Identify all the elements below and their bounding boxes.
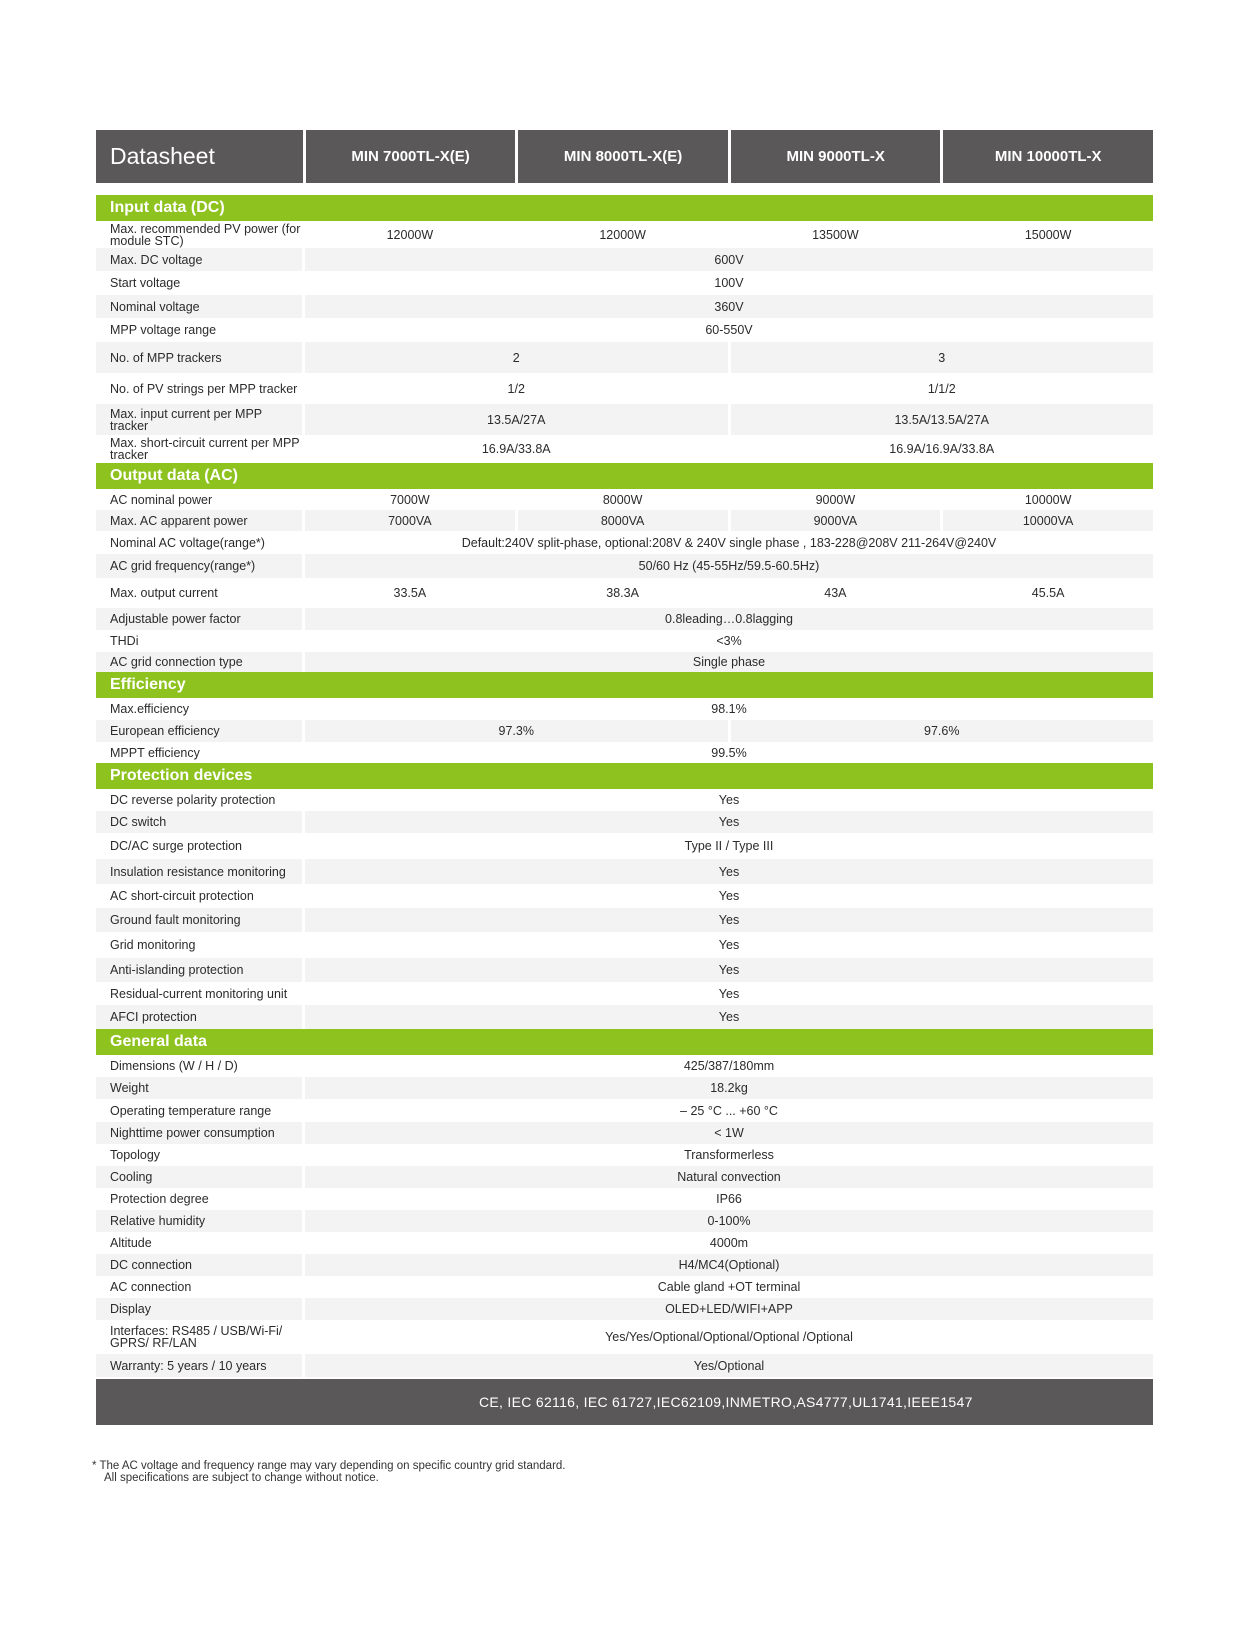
spec-label: Nominal AC voltage(range*) <box>96 531 305 554</box>
spec-row <box>96 248 1153 271</box>
spec-row <box>96 958 1153 982</box>
spec-label: Relative humidity <box>96 1210 305 1232</box>
footnote-line-1: * The AC voltage and frequency range may vary depending on specific country grid standard. <box>92 1460 566 1472</box>
spec-value: 10000VA <box>940 510 1153 531</box>
spec-row <box>96 295 1153 318</box>
spec-value: 4000m <box>305 1232 1153 1254</box>
spec-label: MPPT efficiency <box>96 742 305 763</box>
spec-label: AC connection <box>96 1276 305 1298</box>
spec-row <box>96 742 1153 763</box>
spec-value: Yes <box>305 932 1153 958</box>
spec-row <box>96 554 1153 578</box>
spec-value: Natural convection <box>305 1166 1153 1188</box>
spec-label: Max.efficiency <box>96 698 305 720</box>
spec-value: 600V <box>305 248 1153 271</box>
spec-label: THDi <box>96 630 305 652</box>
spec-label: Start voltage <box>96 271 305 295</box>
spec-value: H4/MC4(Optional) <box>305 1254 1153 1276</box>
spec-row <box>96 789 1153 811</box>
spec-value: 16.9A/16.9A/33.8A <box>728 435 1154 463</box>
spec-value: 9000VA <box>728 510 941 531</box>
section-title: Output data (AC) <box>96 463 1153 489</box>
spec-value: 2 <box>305 342 728 373</box>
spec-row <box>96 608 1153 630</box>
spec-label: Topology <box>96 1144 305 1166</box>
spec-value: Cable gland +OT terminal <box>305 1276 1153 1298</box>
spec-value: 99.5% <box>305 742 1153 763</box>
spec-label: Cooling <box>96 1166 305 1188</box>
spec-label: Interfaces: RS485 / USB/Wi-Fi/ GPRS/ RF/LAN <box>96 1320 305 1354</box>
spec-row <box>96 1210 1153 1232</box>
spec-value: 38.3A <box>515 578 728 608</box>
spec-row <box>96 1077 1153 1099</box>
spec-value: OLED+LED/WIFI+APP <box>305 1298 1153 1320</box>
spec-label: No. of PV strings per MPP tracker <box>96 373 305 404</box>
spec-row <box>96 342 1153 373</box>
spec-row <box>96 833 1153 859</box>
footnote-line-2: All specifications are subject to change without notice. <box>104 1472 379 1484</box>
spec-value: 8000VA <box>515 510 728 531</box>
spec-value: Transformerless <box>305 1144 1153 1166</box>
spec-value: 97.6% <box>728 720 1154 742</box>
spec-row <box>96 318 1153 342</box>
spec-value: Yes <box>305 859 1153 884</box>
spec-value: 3 <box>728 342 1154 373</box>
spec-row <box>96 1276 1153 1298</box>
spec-row <box>96 652 1153 672</box>
spec-label: DC reverse polarity protection <box>96 789 305 811</box>
spec-label: Max. output current <box>96 578 305 608</box>
spec-value: Yes <box>305 1005 1153 1029</box>
spec-row <box>96 578 1153 608</box>
spec-row <box>96 1099 1153 1122</box>
model-column-4: MIN 10000TL-X <box>940 130 1153 183</box>
spec-label: AC grid connection type <box>96 652 305 672</box>
spec-label: Max. input current per MPP tracker <box>96 404 305 435</box>
spec-row <box>96 1055 1153 1077</box>
spec-row <box>96 698 1153 720</box>
spec-label: Adjustable power factor <box>96 608 305 630</box>
section-title: General data <box>96 1029 1153 1055</box>
spec-value: < 1W <box>305 1122 1153 1144</box>
spec-row <box>96 720 1153 742</box>
spec-label: Residual-current monitoring unit <box>96 982 305 1005</box>
spec-label: Max. AC apparent power <box>96 510 305 531</box>
spec-value: Single phase <box>305 652 1153 672</box>
spec-label: Warranty: 5 years / 10 years <box>96 1354 305 1377</box>
spec-value: 98.1% <box>305 698 1153 720</box>
spec-label: Anti-islanding protection <box>96 958 305 982</box>
spec-label: No. of MPP trackers <box>96 342 305 373</box>
spec-value: Yes <box>305 982 1153 1005</box>
spec-value: 33.5A <box>305 578 515 608</box>
spec-value: Yes <box>305 958 1153 982</box>
spec-value: 9000W <box>728 489 941 510</box>
spec-value: 13500W <box>728 221 941 248</box>
spec-label: AC short-circuit protection <box>96 884 305 908</box>
footnote <box>92 1460 566 1484</box>
spec-label: Max. short-circuit current per MPP tracker <box>96 435 305 463</box>
spec-label: Weight <box>96 1077 305 1099</box>
spec-row <box>96 1122 1153 1144</box>
spec-row <box>96 221 1153 248</box>
spec-label: Altitude <box>96 1232 305 1254</box>
spec-value: Yes <box>305 789 1153 811</box>
spec-label: Max. recommended PV power (for module STC) <box>96 221 305 248</box>
spec-value: Type II / Type III <box>305 833 1153 859</box>
spec-value: 0-100% <box>305 1210 1153 1232</box>
spec-value: 97.3% <box>305 720 728 742</box>
spec-value: Yes <box>305 811 1153 833</box>
spec-row <box>96 932 1153 958</box>
spec-row <box>96 1005 1153 1029</box>
spec-row <box>96 489 1153 510</box>
spec-value: – 25 °C ... +60 °C <box>305 1099 1153 1122</box>
spec-label: MPP voltage range <box>96 318 305 342</box>
spec-value: 7000VA <box>305 510 515 531</box>
spec-label: Grid monitoring <box>96 932 305 958</box>
spec-row <box>96 510 1153 531</box>
spec-row <box>96 373 1153 404</box>
spec-label: AC nominal power <box>96 489 305 510</box>
spec-row <box>96 884 1153 908</box>
spec-value: Default:240V split-phase, optional:208V & 240V single phase , 183-228@208V 211-264V@240V <box>305 531 1153 554</box>
spec-value: <3% <box>305 630 1153 652</box>
spec-row <box>96 1320 1153 1354</box>
spec-value: 45.5A <box>940 578 1153 608</box>
certifications-bar: CE, IEC 62116, IEC 61727,IEC62109,INMETRO,AS4777,UL1741,IEEE1547 <box>96 1379 1153 1425</box>
spec-label: AC grid frequency(range*) <box>96 554 305 578</box>
spec-label: Insulation resistance monitoring <box>96 859 305 884</box>
spec-row <box>96 1166 1153 1188</box>
spec-row <box>96 1232 1153 1254</box>
spec-value: 15000W <box>940 221 1153 248</box>
spec-row <box>96 1144 1153 1166</box>
spec-row <box>96 1354 1153 1377</box>
spec-label: Nominal voltage <box>96 295 305 318</box>
spec-row <box>96 1254 1153 1276</box>
spec-row <box>96 630 1153 652</box>
spec-value: 18.2kg <box>305 1077 1153 1099</box>
datasheet-title: Datasheet <box>96 130 303 183</box>
section-title: Input data (DC) <box>96 195 1153 221</box>
section-title: Protection devices <box>96 763 1153 789</box>
spec-label: AFCI protection <box>96 1005 305 1029</box>
spec-value: Yes/Yes/Optional/Optional/Optional /Optional <box>305 1320 1153 1354</box>
spec-value: 13.5A/13.5A/27A <box>728 404 1154 435</box>
spec-row <box>96 404 1153 435</box>
spec-value: 425/387/180mm <box>305 1055 1153 1077</box>
spec-value: 10000W <box>940 489 1153 510</box>
spec-value: 360V <box>305 295 1153 318</box>
spec-label: Max. DC voltage <box>96 248 305 271</box>
spec-sections <box>96 195 1153 1377</box>
spec-label: Dimensions (W / H / D) <box>96 1055 305 1077</box>
spec-label: DC switch <box>96 811 305 833</box>
table-header <box>96 130 1153 183</box>
spec-label: Ground fault monitoring <box>96 908 305 932</box>
spec-label: Operating temperature range <box>96 1099 305 1122</box>
spec-value: 60-550V <box>305 318 1153 342</box>
model-column-3: MIN 9000TL-X <box>728 130 941 183</box>
spec-value: Yes <box>305 884 1153 908</box>
model-column-2: MIN 8000TL-X(E) <box>515 130 728 183</box>
spec-value: Yes <box>305 908 1153 932</box>
spec-value: 12000W <box>305 221 515 248</box>
spec-value: 100V <box>305 271 1153 295</box>
spec-row <box>96 982 1153 1005</box>
spec-row <box>96 271 1153 295</box>
spec-label: Nighttime power consumption <box>96 1122 305 1144</box>
spec-value: 0.8leading…0.8lagging <box>305 608 1153 630</box>
spec-value: 8000W <box>515 489 728 510</box>
section-title: Efficiency <box>96 672 1153 698</box>
spec-row <box>96 908 1153 932</box>
spec-value: 12000W <box>515 221 728 248</box>
spec-label: DC connection <box>96 1254 305 1276</box>
spec-value: 43A <box>728 578 941 608</box>
spec-row <box>96 435 1153 463</box>
spec-value: 1/2 <box>305 373 728 404</box>
spec-label: European efficiency <box>96 720 305 742</box>
spec-value: 13.5A/27A <box>305 404 728 435</box>
spec-row <box>96 1298 1153 1320</box>
spec-row <box>96 859 1153 884</box>
spec-value: 50/60 Hz (45-55Hz/59.5-60.5Hz) <box>305 554 1153 578</box>
spec-value: Yes/Optional <box>305 1354 1153 1377</box>
spec-row <box>96 1188 1153 1210</box>
spec-value: 1/1/2 <box>728 373 1154 404</box>
spec-value: IP66 <box>305 1188 1153 1210</box>
spec-value: 16.9A/33.8A <box>305 435 728 463</box>
spec-row <box>96 531 1153 554</box>
spec-label: Protection degree <box>96 1188 305 1210</box>
spec-row <box>96 811 1153 833</box>
spec-label: Display <box>96 1298 305 1320</box>
spec-value: 7000W <box>305 489 515 510</box>
datasheet-table <box>96 130 1153 1425</box>
spec-label: DC/AC surge protection <box>96 833 305 859</box>
model-column-1: MIN 7000TL-X(E) <box>303 130 516 183</box>
